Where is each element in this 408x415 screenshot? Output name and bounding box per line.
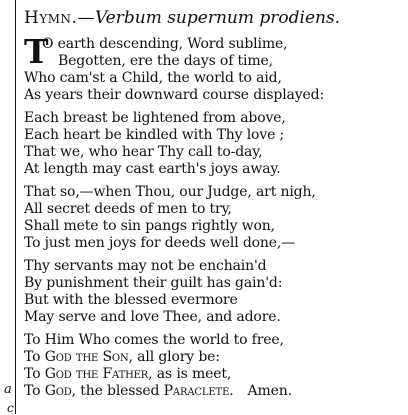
doxology-text: To: [24, 366, 45, 382]
doxology-text: To Him Who comes the world to free,: [24, 332, 284, 348]
hymn-text: [24, 6, 406, 406]
doxology-line: [24, 349, 406, 366]
stanza-line: Begotten, ere the days of time,: [58, 53, 273, 69]
margin-rule: [15, 0, 16, 414]
stanza-line: All secret deeds of men to try,: [24, 201, 232, 217]
margin-letter: a: [4, 382, 12, 397]
doxology-text: the blessed: [75, 383, 164, 399]
paraclete-word: Paraclete.: [163, 383, 234, 399]
stanza-3: [24, 184, 406, 252]
stanza-doxology: [24, 332, 406, 400]
stanza-line: O earth descending, Word sublime,: [42, 36, 288, 52]
drop-cap: T: [24, 32, 49, 71]
stanza-line: May serve and love Thee, and adore.: [24, 309, 281, 325]
stanza-line: Each breast be lightened from above,: [24, 110, 286, 126]
margin-letter-lower: c: [7, 401, 14, 415]
doxology-line: [24, 383, 406, 400]
stanza-line: To just men joys for deeds well done,—: [24, 235, 296, 251]
divine-name: God,: [44, 383, 76, 399]
doxology-text: all glory be:: [132, 349, 220, 365]
stanza-line: Each heart be kindled with Thy love ;: [24, 127, 285, 143]
stanza-line: By punishment their guilt has gain'd:: [24, 275, 283, 291]
doxology-line: [24, 366, 406, 383]
stanza-line: Who cam'st a Child, the world to aid,: [24, 70, 282, 86]
stanza-line: Thy servants may not be enchain'd: [24, 258, 267, 274]
doxology-text: To: [24, 349, 45, 365]
hymn-title: [24, 6, 406, 30]
divine-name: God the Father,: [44, 366, 153, 382]
stanza-line: As years their downward course displayed:: [24, 87, 325, 103]
stanza-line: Shall mete to sin pangs rightly won,: [24, 218, 275, 234]
doxology-line: [24, 332, 406, 349]
stanza-1: [24, 32, 406, 104]
hymn-title-label: Hymn.—: [24, 8, 95, 28]
doxology-text: To: [24, 383, 45, 399]
stanza-line: That we, who hear Thy call to-day,: [24, 144, 263, 160]
stanza-line: But with the blessed evermore: [24, 292, 238, 308]
stanza-4: [24, 258, 406, 326]
stanza-line: That so,—when Thou, our Judge, art nigh,: [24, 184, 316, 200]
hymn-title-latin: Verbum supernum prodiens.: [94, 8, 341, 28]
amen-word: Amen.: [247, 383, 292, 399]
doxology-text: as is meet,: [152, 366, 232, 382]
divine-name: God the Son,: [44, 349, 133, 365]
stanza-2: [24, 110, 406, 178]
stanza-line: At length may cast earth's joys away.: [24, 161, 281, 177]
